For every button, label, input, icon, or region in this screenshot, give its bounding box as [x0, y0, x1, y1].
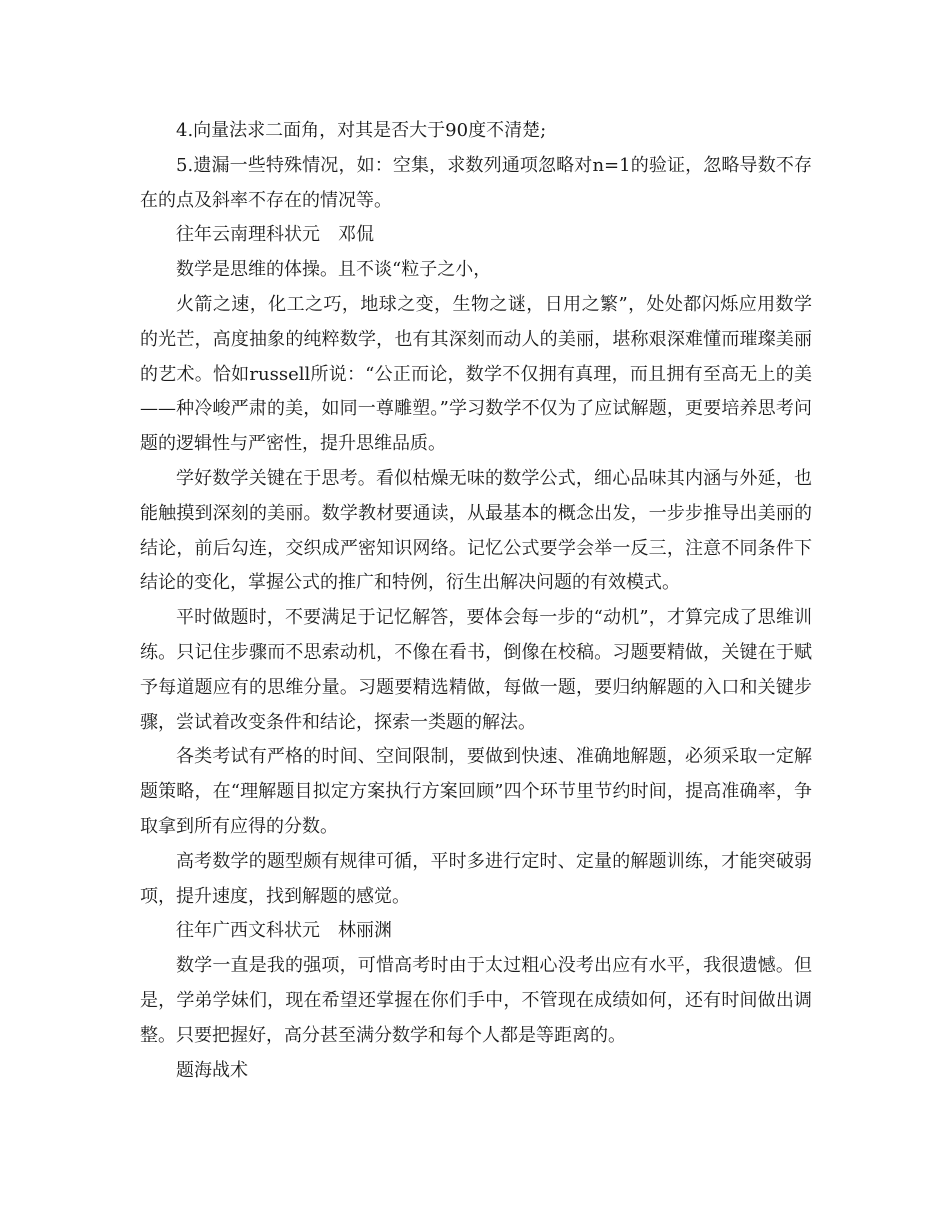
paragraph-math-beauty: 火箭之速，化工之巧，地球之变，生物之谜，日用之繁”，处处都闪烁应用数学的光芒，高度抽象的纯粹数学，也有其深刻而动人的美丽，堪称艰深难懂而璀璨美丽的艺术。恰如russell所说：“公正而论，数学不仅拥有真理，而且拥有至高无上的美——种冷峻严肃的美，如同一尊雕塑。”学习数学不仅为了应试解题，更要培养思考问题的逻辑性与严密性，提升思维品质。	[140, 293, 812, 455]
paragraph-question-patterns: 高考数学的题型颇有规律可循，平时多进行定时、定量的解题训练，才能突破弱项，提升速度，找到解题的感觉。	[140, 850, 812, 907]
paragraph-thinking-key: 学好数学关键在于思考。看似枯燥无味的数学公式，细心品味其内涵与外延，也能触摸到深刻的美丽。数学教材要通读，从最基本的概念出发，一步步推导出美丽的结论，前后勾连，交织成严密知识网络。记忆公式要学会举一反三，注意不同条件下结论的变化，掌握公式的推广和特例，衍生出解决问题的有效模式。	[140, 467, 812, 594]
paragraph-careless-regret: 数学一直是我的强项，可惜高考时由于太过粗心没考出应有水平，我很遗憾。但是，学弟学妹们，现在希望还掌握在你们手中，不管现在成绩如何，还有时间做出调整。只要把握好，高分甚至满分数学和每个人都是等距离的。	[140, 955, 812, 1046]
document-body	[140, 114, 812, 1088]
paragraph-exam-strategy: 各类考试有严格的时间、空间限制，要做到快速、准确地解题，必须采取一定解题策略，在“理解题目拟定方案执行方案回顾”四个环节里节约时间，提高准确率，争取拿到所有应得的分数。	[140, 746, 812, 837]
paragraph-mistake-4: 4.向量法求二面角，对其是否大于90度不清楚;	[176, 120, 547, 141]
paragraph-practice-motive: 平时做题时，不要满足于记忆解答，要体会每一步的“动机”，才算完成了思维训练。只记住步骤而不思索动机，不像在看书，倒像在校稿。习题要精做，关键在于赋予每道题应有的思维分量。习题要精选精做，每做一题，要归纳解题的入口和关键步骤，尝试着改变条件和结论，探索一类题的解法。	[140, 607, 812, 733]
heading-question-sea-tactic: 题海战术	[176, 1059, 248, 1081]
paragraph-math-gymnastics: 数学是思维的体操。且不谈“粒子之小，	[176, 259, 492, 281]
paragraph-mistake-5: 5.遗漏一些特殊情况，如：空集，求数列通项忽略对n=1的验证，忽略导数不存在的点及斜率不存在的情况等。	[140, 154, 812, 211]
heading-guangxi-champion: 往年广西文科状元 林丽渊	[176, 920, 392, 942]
heading-yunnan-champion: 往年云南理科状元 邓侃	[176, 224, 374, 246]
